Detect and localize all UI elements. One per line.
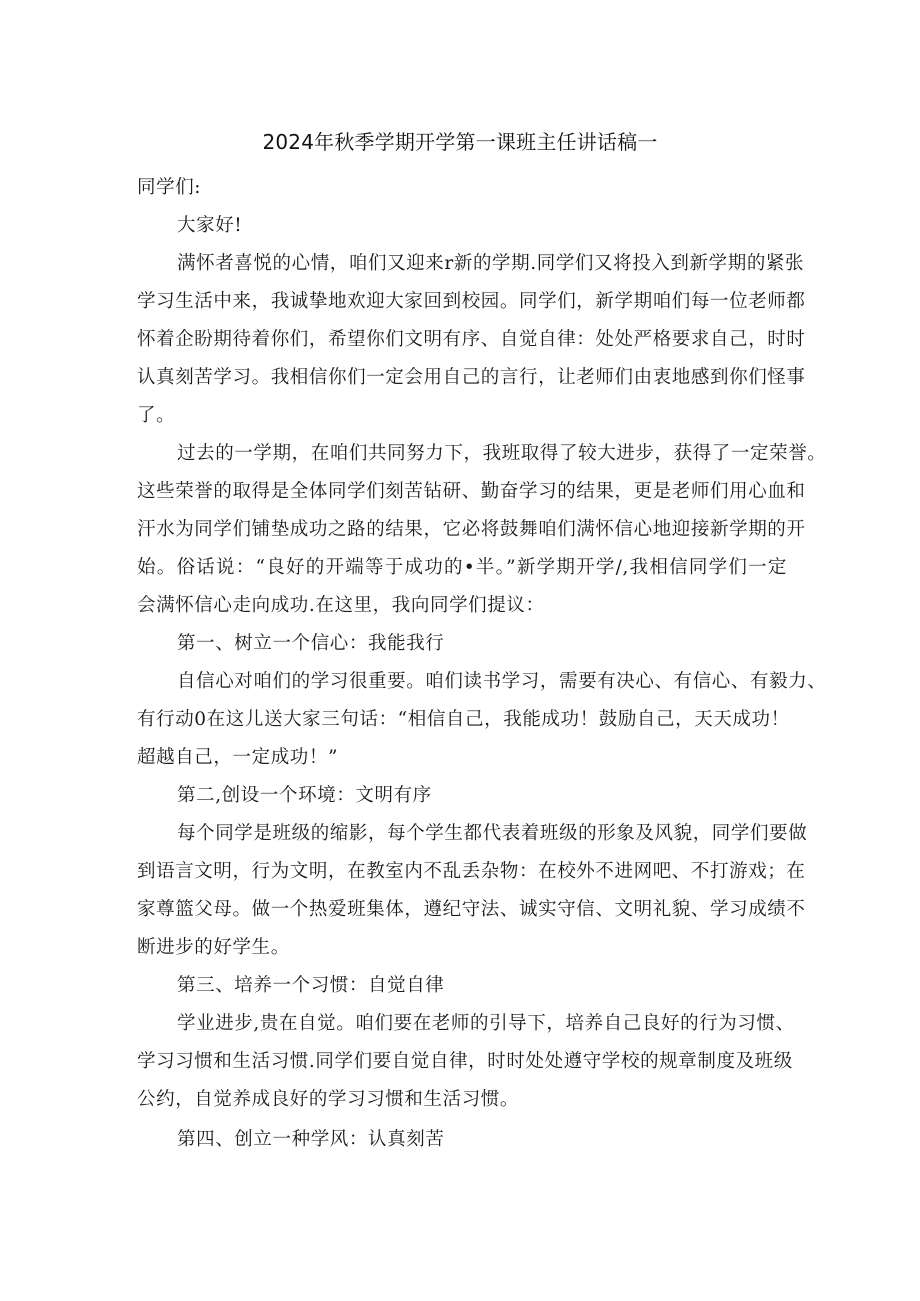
section-heading-2: 第二,创设一个环境：文明有序 (177, 785, 432, 806)
greeting: 大家好! (177, 215, 243, 236)
section-heading-4: 第四、创立一种学风：认真刻苦 (177, 1129, 445, 1150)
salutation: 同学们: (137, 177, 202, 198)
section-heading-3: 第三、培养一个习惯：自觉自律 (177, 975, 445, 996)
paragraph-1-line-2: 学习生活中来，我诚挚地欢迎大家回到校园。同学们，新学期咱们每一位老师都 (137, 291, 806, 312)
paragraph-5-line-2: 学习习惯和生活习惯.同学们要自觉自律，时时处处遵守学校的规章制度及班级 (137, 1051, 793, 1072)
paragraph-3-line-3: 超越自己，一定成功！” (137, 747, 339, 768)
paragraph-4-line-3: 家尊篮父母。做一个热爱班集体，遵纪守法、诚实守信、文明礼貌、学习成绩不 (137, 899, 806, 920)
paragraph-4-line-1: 每个同学是班级的缩影，每个学生都代表着班级的形象及风貌，同学们要做 (177, 823, 808, 844)
paragraph-2-line-2: 这些荣誉的取得是全体同学们刻苦钻研、勤奋学习的结果，更是老师们用心血和 (137, 481, 806, 502)
paragraph-4-line-2: 到语言文明，行为文明，在教室内不乱丢杂物：在校外不进网吧、不打游戏；在 (137, 861, 806, 882)
paragraph-1-line-1: 满怀者喜悦的心情，咱们又迎来r新的学期.同学们又将投入到新学期的紧张 (177, 253, 805, 274)
section-heading-1: 第一、树立一个信心：我能我行 (177, 633, 445, 654)
paragraph-5-line-1: 学业进步,贵在自觉。咱们要在老师的引导下，培养自己良好的行为习惯、 (177, 1013, 795, 1034)
paragraph-4-line-4: 断进步的好学生。 (137, 937, 290, 958)
paragraph-2-line-1: 过去的一学期，在咱们共同努力下，我班取得了较大进步，获得了一定荣誉。 (177, 443, 827, 464)
document-title: 2024年秋季学期开学第一课班主任讲话稿一 (262, 130, 658, 154)
paragraph-3-line-1: 自信心对咱们的学习很重要。咱们读书学习，需要有决心、有信心、有毅力、 (177, 671, 827, 692)
paragraph-2-line-3: 汗水为同学们铺垫成功之路的结果，它必将鼓舞咱们满怀信心地迎接新学期的开 (137, 519, 806, 540)
paragraph-1-line-4: 认真刻苦学习。我相信你们一定会用自己的言行，让老师们由衷地感到你们怪事 (137, 367, 806, 388)
paragraph-2-line-5: 会满怀信心走向成功.在这里，我向同学们提议： (137, 595, 545, 616)
paragraph-1-line-5: 了。 (137, 405, 176, 426)
paragraph-5-line-3: 公约，自觉养成良好的学习习惯和生活习惯。 (137, 1089, 520, 1110)
paragraph-2-line-4: 始。俗话说：“良好的开端等于成功的•半。”新学期开学/,我相信同学们一定 (137, 557, 787, 578)
paragraph-3-line-2: 有行动0在这儿送大家三句话：“相信自己，我能成功！鼓励自己，天天成功！ (137, 709, 790, 730)
paragraph-1-line-3: 怀着企盼期待着你们，希望你们文明有序、自觉自律：处处严格要求自己，时时 (137, 329, 806, 350)
